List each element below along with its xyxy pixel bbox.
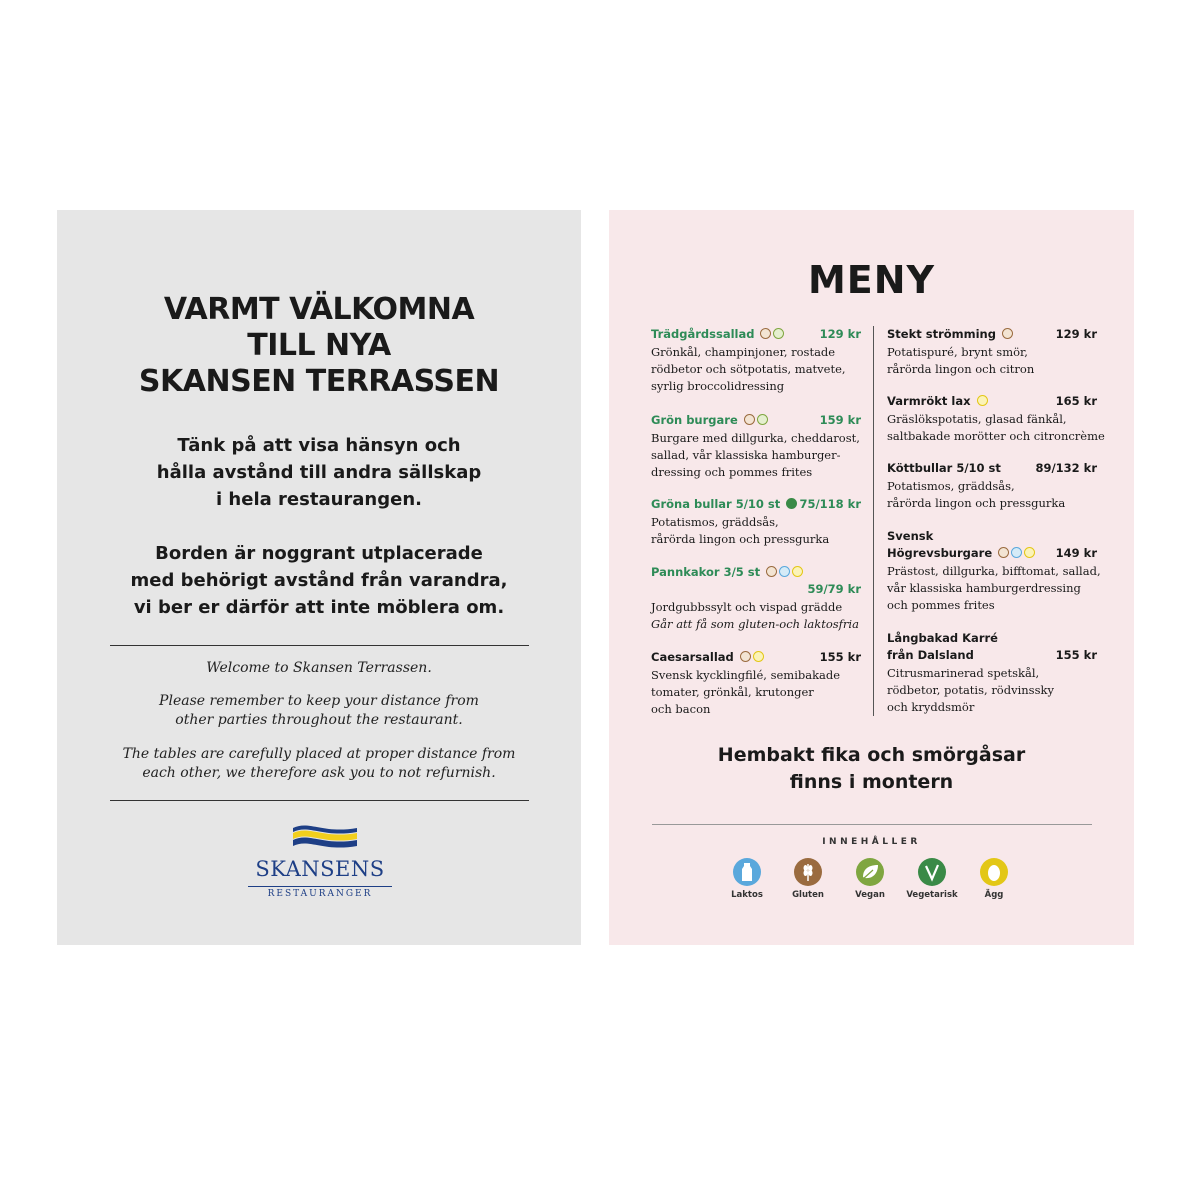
gluten-icon xyxy=(760,328,771,339)
item-name: Grön burgare xyxy=(651,413,738,427)
gluten-icon xyxy=(998,547,1009,558)
item-price: 75/118 kr xyxy=(799,497,861,511)
logo-rule xyxy=(248,886,392,887)
item-price: 129 kr xyxy=(1055,327,1097,341)
title-line: SKANSEN TERRASSEN xyxy=(138,364,500,399)
item-name: Trädgårdssallad xyxy=(651,327,755,341)
legend-divider xyxy=(652,824,1092,825)
menu-item: Grön burgare 159 kr Burgare med dillgurka, cheddarost, sallad, vår klassiska hamburger- dressing och pommes frites xyxy=(651,413,861,479)
vegetarian-v-icon xyxy=(917,857,947,887)
fika-notice: Hembakt fika och smörgåsar finns i montern xyxy=(717,744,1026,793)
egg-icon xyxy=(792,566,803,577)
title-line: VARMT VÄLKOMNA xyxy=(163,292,475,327)
legend-item-agg: Ägg xyxy=(964,857,1024,900)
item-price: 149 kr xyxy=(1055,546,1097,560)
divider xyxy=(110,645,529,646)
item-name: Pannkakor 3/5 st xyxy=(651,565,761,579)
item-price: 155 kr xyxy=(1055,648,1097,662)
menu-item: Trädgårdssallad 129 kr Grönkål, champinjoner, rostade rödbetor och sötpotatis, matvete, syrlig broccolidressing xyxy=(651,327,861,393)
egg-icon xyxy=(979,857,1009,887)
legend-title: INNEHÅLLER xyxy=(822,837,921,847)
welcome-title xyxy=(57,292,581,400)
swedish-flag-icon xyxy=(289,822,361,854)
legend-item-vegetarisk: Vegetarisk xyxy=(902,857,962,900)
item-name: Stekt strömming xyxy=(887,327,996,341)
title-line: TILL NYA xyxy=(247,328,391,363)
wheat-icon xyxy=(793,857,823,887)
item-name: Caesarsallad xyxy=(651,650,734,664)
egg-icon xyxy=(977,395,988,406)
menu-item: Långbakad Karré från Dalsland 155 kr Citrusmarinerad spetskål, rödbetor, potatis, rödvinssky och kryddsmör xyxy=(887,631,1097,714)
lactose-icon xyxy=(779,566,790,577)
lactose-icon xyxy=(1011,547,1022,558)
english-welcome: Welcome to Skansen Terrassen. xyxy=(206,660,432,676)
gluten-icon xyxy=(740,651,751,662)
item-price: 89/132 kr xyxy=(1035,461,1097,475)
english-tables: The tables are carefully placed at proper distance from each other, we therefore ask you to not refurnish. xyxy=(122,746,516,781)
gluten-icon xyxy=(744,414,755,425)
legend-item-vegan: Vegan xyxy=(840,857,900,900)
vegan-icon xyxy=(773,328,784,339)
menu-item: Gröna bullar 5/10 st 75/118 kr Potatismos, gräddsås, rårörda lingon och pressgurka xyxy=(651,497,861,546)
item-name: Högrevsburgare xyxy=(887,546,993,560)
menu-item: Köttbullar 5/10 st 89/132 kr Potatismos, gräddsås, rårörda lingon och pressgurka xyxy=(887,461,1097,510)
logo-name: SKANSENS xyxy=(255,857,385,881)
item-price: 165 kr xyxy=(1055,394,1097,408)
vegetarian-icon xyxy=(786,498,797,509)
menu-title: MENY xyxy=(807,258,936,302)
divider xyxy=(110,800,529,801)
legend-item-gluten: Gluten xyxy=(778,857,838,900)
item-name: Varmrökt lax xyxy=(887,394,971,408)
milk-bottle-icon xyxy=(732,857,762,887)
menu-item: Pannkakor 3/5 st 59/79 kr Jordgubbssylt och vispad grädde Går att få som gluten-och laktosfria xyxy=(651,565,861,631)
item-price: 59/79 kr xyxy=(807,582,861,596)
egg-icon xyxy=(1024,547,1035,558)
vegan-icon xyxy=(757,414,768,425)
english-distance: Please remember to keep your distance from other parties throughout the restaurant. xyxy=(159,693,479,728)
item-name: från Dalsland xyxy=(887,648,974,662)
item-price: 155 kr xyxy=(819,650,861,664)
item-name: Gröna bullar 5/10 st xyxy=(651,497,781,511)
menu-item: Svensk Högrevsburgare 149 kr Prästost, dillgurka, bifftomat, sallad, vår klassiska hamburgerdressing och pommes frites xyxy=(887,529,1101,612)
item-name: Långbakad Karré xyxy=(887,631,998,645)
logo-subtitle: RESTAURANGER xyxy=(267,889,373,899)
menu-item: Stekt strömming 129 kr Potatispuré, brynt smör, rårörda lingon och citron xyxy=(887,327,1097,376)
item-name: Svensk xyxy=(887,529,934,543)
menu-item: Varmrökt lax 165 kr Gräslökspotatis, glasad fänkål, saltbakade morötter och citroncrème xyxy=(887,394,1105,443)
item-note: Går att få som gluten-och laktosfria xyxy=(651,617,859,631)
welcome-panel xyxy=(57,210,581,945)
distance-notice: Tänk på att visa hänsyn och hålla avstånd till andra sällskap i hela restaurangen. xyxy=(156,435,482,510)
legend-item-laktos: Laktos xyxy=(717,857,777,900)
egg-icon xyxy=(753,651,764,662)
gluten-icon xyxy=(766,566,777,577)
item-price: 129 kr xyxy=(819,327,861,341)
column-divider xyxy=(873,326,874,716)
leaf-icon xyxy=(855,857,885,887)
item-price: 159 kr xyxy=(819,413,861,427)
tables-notice: Borden är noggrant utplacerade med behörigt avstånd från varandra, vi ber er därför att inte möblera om. xyxy=(130,543,508,618)
menu-panel xyxy=(609,210,1134,945)
gluten-icon xyxy=(1002,328,1013,339)
menu-item: Caesarsallad 155 kr Svensk kycklingfilé, semibakade tomater, grönkål, krutonger och bacon xyxy=(651,650,861,716)
item-name: Köttbullar 5/10 st xyxy=(887,461,1001,475)
skansens-logo xyxy=(245,822,395,904)
